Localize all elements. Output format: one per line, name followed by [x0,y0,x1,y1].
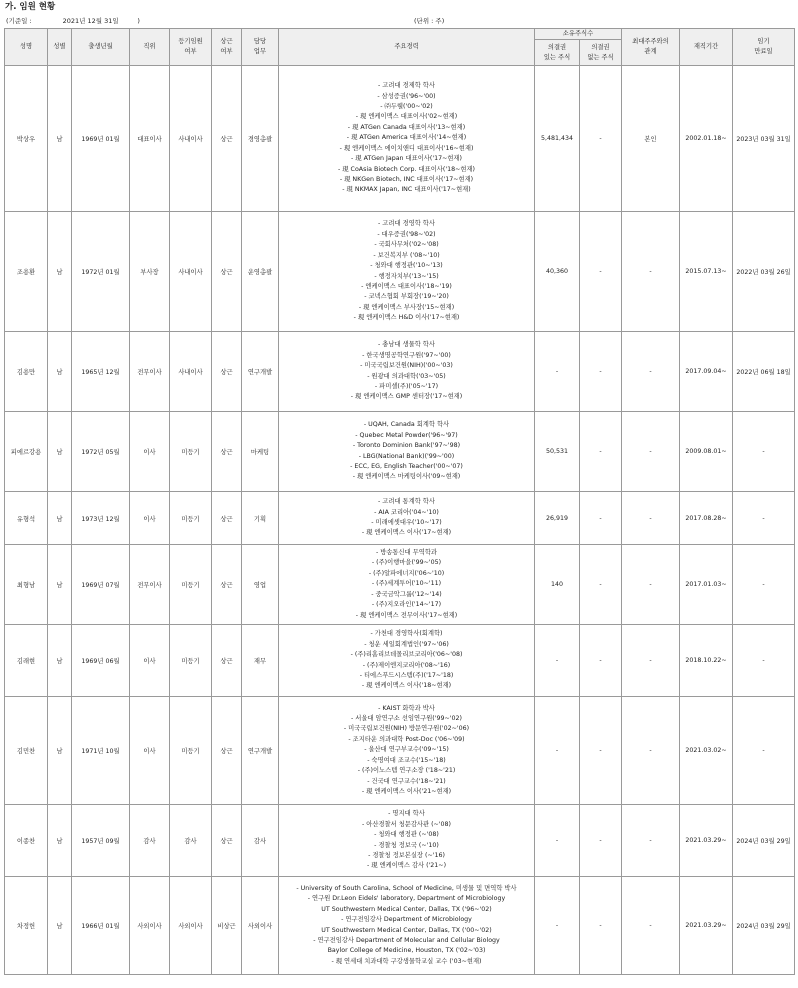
cell-duty: 경영총괄 [242,66,279,212]
base-date-line [6,14,140,28]
cell-duty: 기획 [242,492,279,545]
cell-relation: - [622,332,680,412]
career-line: - AIA 코리아('04~'10) [374,508,439,516]
cell-position: 사외이사 [130,877,170,975]
cell-career [279,332,535,412]
cell-gender: 남 [48,492,72,545]
cell-position: 전무이사 [130,332,170,412]
career-line: - 미국국립보건원(NIH)('00~'03) [360,362,453,370]
header-nonvoting: 의결권 없는 주식 [580,40,622,66]
career-line: - (주)지오라인('14~'17) [371,601,442,609]
cell-voting: - [535,332,580,412]
career-line: - UQAH, Canada 회계학 학사 [363,421,450,429]
cell-term: - [733,697,795,805]
header-duty: 담당 업무 [242,29,279,66]
career-line: - 연구원 Dr.Leon Eidels' laboratory, Department of Microbiology [307,895,506,903]
career-line: - 現 엔케이맥스 에이치앤디 대표이사('16~현재) [339,144,474,152]
cell-career [279,625,535,697]
cell-term: - [733,625,795,697]
cell-fulltime: 비상근 [212,877,242,975]
career-line: - 現 엔케이맥스 H&D 이사('17~현재) [353,314,460,322]
cell-relation: - [622,877,680,975]
cell-term: - [733,545,795,625]
cell-birth: 1966년 01월 [72,877,130,975]
cell-term: 2024년 03월 29일 [733,805,795,877]
cell-tenure: 2002.01.18~ [680,66,733,212]
career-line: - (주)이행마을('99~'05) [371,559,442,567]
table-body [5,66,795,975]
career-line: - 충남대 생물학 학사 [378,341,435,349]
cell-voting: - [535,625,580,697]
cell-relation: - [622,625,680,697]
header-voting: 의결권 있는 주식 [535,40,580,66]
career-line: - Quebec Metal Powder('96~'97) [355,431,458,439]
cell-fulltime: 상근 [212,625,242,697]
executives-table [4,28,795,975]
cell-registered: 미등기 [170,697,212,805]
cell-gender: 남 [48,625,72,697]
cell-career [279,545,535,625]
table-row [5,545,795,625]
table-row [5,805,795,877]
career-line: - 엔케이맥스 대표이사('18~'19) [361,282,452,290]
cell-relation: - [622,697,680,805]
career-line: - 코넥스협회 부회장('19~'20) [364,293,449,301]
cell-birth: 1969년 06월 [72,625,130,697]
cell-career [279,212,535,332]
meta-line [4,14,794,28]
cell-nonvoting: - [580,625,622,697]
header-career: 주요경력 [279,29,535,66]
cell-tenure: 2017.08.28~ [680,492,733,545]
cell-registered: 감사 [170,805,212,877]
cell-voting: 40,360 [535,212,580,332]
cell-birth: 1972년 01월 [72,212,130,332]
cell-gender: 남 [48,545,72,625]
career-line: - (주)리홈리브데몰리브코리아('06~'08) [350,651,463,659]
career-line: - 울산대 연구부교수('09~'15) [364,746,449,754]
header-term: 임기 만료일 [733,29,795,66]
table-row [5,212,795,332]
cell-gender: 남 [48,877,72,975]
career-line: - 한국생명공학연구원('97~'00) [362,351,451,359]
career-line: - 경찰청 정보국 (~'10) [374,841,439,849]
cell-duty: 영업 [242,545,279,625]
cell-fulltime: 상근 [212,697,242,805]
career-line: - 명지대 학사 [388,810,425,818]
career-line: - 티에스푸드시스템(주)('17~'18) [359,671,454,679]
cell-fulltime: 상근 [212,66,242,212]
cell-nonvoting: - [580,545,622,625]
career-line: - 숙명여대 조교수('15~'18) [367,756,446,764]
table-row [5,66,795,212]
cell-gender: 남 [48,412,72,492]
career-line: - 現 엔케이맥스 전무이사('17~현재) [355,611,458,619]
cell-duty: 감사 [242,805,279,877]
cell-tenure: 2021.03.02~ [680,697,733,805]
cell-registered: 사내이사 [170,212,212,332]
cell-birth: 1972년 05월 [72,412,130,492]
career-line: - 現 연세대 치과대학 구강생물학교실 교수 ('03~현재) [331,957,482,965]
cell-tenure: 2015.07.13~ [680,212,733,332]
cell-position: 이사 [130,625,170,697]
cell-fulltime: 상근 [212,545,242,625]
cell-name: 박상우 [5,66,48,212]
career-line: - ECC, EG, English Teacher('00~'07) [350,462,463,470]
table-row [5,877,795,975]
cell-gender: 남 [48,805,72,877]
career-line: - KAIST 화학과 박사 [378,704,435,712]
cell-birth: 1971년 10월 [72,697,130,805]
cell-position: 전무이사 [130,545,170,625]
career-line: - 고려대 경제학 학사 [378,82,435,90]
cell-registered: 사외이사 [170,877,212,975]
career-line: - 現 엔케이맥스 이사('21~현재) [361,787,452,795]
career-line: - 現 엔케이맥스 감사 ('21~) [366,862,447,870]
cell-position: 이사 [130,697,170,805]
cell-career [279,697,535,805]
career-line: - 現 엔케이맥스 부사장('15~현재) [358,303,455,311]
cell-term: - [733,412,795,492]
cell-duty: 마케팅 [242,412,279,492]
career-line: - 서울대 암연구소 선임연구원('99~'02) [351,715,462,723]
career-line: - 現 NKGen Biotech, INC 대표이사('17~현재) [339,175,474,183]
cell-registered: 미등기 [170,492,212,545]
career-line: - 원광대 의과대학('03~'05) [367,372,446,380]
cell-duty: 재무 [242,625,279,697]
header-shares: 소유주식수 [535,29,622,40]
cell-fulltime: 상근 [212,412,242,492]
cell-duty: 연구개발 [242,332,279,412]
cell-relation: - [622,412,680,492]
base-date-label: (기준일 : [6,17,32,25]
cell-term: 2023년 03월 31일 [733,66,795,212]
cell-voting: - [535,877,580,975]
career-line: - 건국대 연구교수('18~'21) [367,777,446,785]
career-line: - ㈜두웰('00~'02) [380,103,433,111]
career-line: - 고려대 통계학 학사 [378,498,435,506]
cell-nonvoting: - [580,805,622,877]
career-line: - 삼성증권('96~'00) [377,92,436,100]
cell-tenure: 2021.03.29~ [680,877,733,975]
cell-birth: 1973년 12월 [72,492,130,545]
cell-career [279,412,535,492]
career-line: - 미국국립보건원(NIH) 방문연구원('02~'06) [343,725,470,733]
cell-name: 이종찬 [5,805,48,877]
unit-label: (단위 : 주) [414,17,445,25]
cell-career [279,492,535,545]
career-line: UT Southwestern Medical Center, Dallas, TX ('00~'02) [321,926,492,934]
cell-registered: 미등기 [170,545,212,625]
header-tenure: 재직기간 [680,29,733,66]
cell-term: 2022년 03월 26일 [733,212,795,332]
career-line: - (주)세계투어('10~'11) [371,580,442,588]
career-line: - 연구전임강사 Department of Microbiology [341,916,472,924]
cell-career [279,805,535,877]
header-fulltime: 상근 여부 [212,29,242,66]
cell-duty: 연구개발 [242,697,279,805]
cell-voting: - [535,697,580,805]
career-line: - 국회사무처('02~'08) [374,241,439,249]
cell-career [279,66,535,212]
cell-gender: 남 [48,697,72,805]
cell-name: 김용만 [5,332,48,412]
career-line: - 청와대 행정관('10~'13) [370,262,443,270]
cell-voting: 5,481,434 [535,66,580,212]
cell-fulltime: 상근 [212,805,242,877]
table-row [5,625,795,697]
career-line: - 대우증권('98~'02) [377,230,436,238]
header-registered: 등기임원 여부 [170,29,212,66]
career-line: - 現 엔케이맥스 이사('17~현재) [361,529,452,537]
career-line: - 現 엔케이맥스 GMP 센터장('17~현재) [350,393,463,401]
cell-position: 이사 [130,492,170,545]
cell-position: 이사 [130,412,170,492]
cell-tenure: 2021.03.29~ [680,805,733,877]
career-line: - (주)알파에너지('06~'10) [368,569,445,577]
career-line: - 現 ATGen Japan 대표이사('17~현재) [351,155,462,163]
career-line: - 청와대 행정관 (~'08) [374,831,439,839]
cell-relation: - [622,492,680,545]
table-row [5,332,795,412]
career-line: - 청운 세일회계법인('97~'06) [364,640,449,648]
career-line: - 現 엔케이맥스 마케팅이사('09~현재) [352,473,461,481]
table-row [5,492,795,545]
cell-nonvoting: - [580,412,622,492]
career-line: - 경찰청 정보본실장 (~'16) [368,851,445,859]
cell-term: 2022년 06월 18일 [733,332,795,412]
cell-voting: 50,531 [535,412,580,492]
career-line: - 現 엔케이맥스 이사('18~현재) [361,682,452,690]
cell-name: 김래현 [5,625,48,697]
career-line: - 現 NKMAX Japan, INC 대표이사('17~현재) [342,186,471,194]
career-line: - University of South Carolina, School of Medicine, 미생물 및 면역학 박사 [296,884,517,892]
cell-duty: 사외이사 [242,877,279,975]
cell-registered: 미등기 [170,625,212,697]
career-line: - 아산경찰서 청문감사관 (~'08) [361,820,452,828]
cell-nonvoting: - [580,66,622,212]
cell-birth: 1969년 01월 [72,66,130,212]
cell-name: 피에르강용 [5,412,48,492]
cell-gender: 남 [48,212,72,332]
career-line: - 행정자치부('13~'15) [374,272,439,280]
base-date-close: ) [137,17,140,25]
header-relation: 최대주주와의 관계 [622,29,680,66]
cell-nonvoting: - [580,697,622,805]
cell-fulltime: 상근 [212,212,242,332]
cell-name: 김민찬 [5,697,48,805]
cell-voting: - [535,805,580,877]
career-line: - 現 ATGen Canada 대표이사('13~현재) [347,123,466,131]
career-line: - 고려대 경영학 학사 [378,220,435,228]
cell-relation: - [622,805,680,877]
section-heading: 가. 임원 현황 [5,2,56,12]
career-line: - 연구전임강사 Department of Molecular and Cellular Biology [313,936,500,944]
cell-position: 부사장 [130,212,170,332]
base-date-value: 2021년 12월 31일 [62,17,119,25]
cell-birth: 1969년 07월 [72,545,130,625]
cell-name: 최형남 [5,545,48,625]
career-line: - 보건복지부 ('08~'10) [373,251,440,259]
cell-relation: - [622,212,680,332]
cell-name: 조용환 [5,212,48,332]
cell-birth: 1965년 12월 [72,332,130,412]
table-row [5,412,795,492]
header-name: 성명 [5,29,48,66]
cell-position: 대표이사 [130,66,170,212]
career-line: - 現 ATGen America 대표이사('14~현재) [346,134,467,142]
career-line: - Toronto Dominion Bank('97~'98) [352,442,461,450]
cell-gender: 남 [48,332,72,412]
career-line: - 미래에셋대우('10~'17) [371,519,442,526]
career-line: - LBG(National Bank)('99~'00) [358,452,455,460]
career-line: - 現 CoAsia Biotech Corp. 대표이사('18~현재) [337,165,475,173]
cell-tenure: 2009.08.01~ [680,412,733,492]
header-gender: 성별 [48,29,72,66]
career-line: Baylor College of Medicine, Houston, TX ('02~'03) [327,947,486,955]
cell-name: 차정헌 [5,877,48,975]
cell-nonvoting: - [580,492,622,545]
cell-registered: 사내이사 [170,66,212,212]
career-line: - 조지타운 의과대학 Post-Doc ('06~'09) [348,735,465,743]
cell-fulltime: 상근 [212,332,242,412]
career-line: - (주)제이엔지코리아('08~'16) [362,661,451,669]
cell-relation: - [622,545,680,625]
cell-tenure: 2018.10.22~ [680,625,733,697]
career-line: UT Southwestern Medical Center, Dallas, TX ('96~'02) [321,905,492,913]
cell-voting: 140 [535,545,580,625]
cell-duty: 운영총괄 [242,212,279,332]
career-line: - 방송통신대 무역학과 [375,549,438,557]
career-line: - 現 엔케이맥스 대표이사('02~현재) [355,113,458,121]
career-line: - (주)이노스템 연구소장 ('18~'21) [357,767,456,775]
cell-voting: 26,919 [535,492,580,545]
cell-tenure: 2017.09.04~ [680,332,733,412]
career-line: - 가천대 경영학사(회계학) [370,630,443,638]
cell-gender: 남 [48,66,72,212]
cell-fulltime: 상근 [212,492,242,545]
cell-position: 감사 [130,805,170,877]
table-row [5,697,795,805]
cell-relation: 본인 [622,66,680,212]
career-line: - 중국금악그룹('12~'14) [371,590,442,598]
cell-nonvoting: - [580,332,622,412]
cell-name: 유형석 [5,492,48,545]
cell-tenure: 2017.01.03~ [680,545,733,625]
cell-term: - [733,492,795,545]
cell-registered: 사내이사 [170,332,212,412]
cell-nonvoting: - [580,877,622,975]
cell-birth: 1957년 09월 [72,805,130,877]
career-line: - 파미셀(주)('05~'17) [374,382,439,390]
cell-career [279,877,535,975]
header-birth: 출생년월 [72,29,130,66]
cell-nonvoting: - [580,212,622,332]
cell-registered: 미등기 [170,412,212,492]
header-position: 직위 [130,29,170,66]
cell-term: 2024년 03월 29일 [733,877,795,975]
